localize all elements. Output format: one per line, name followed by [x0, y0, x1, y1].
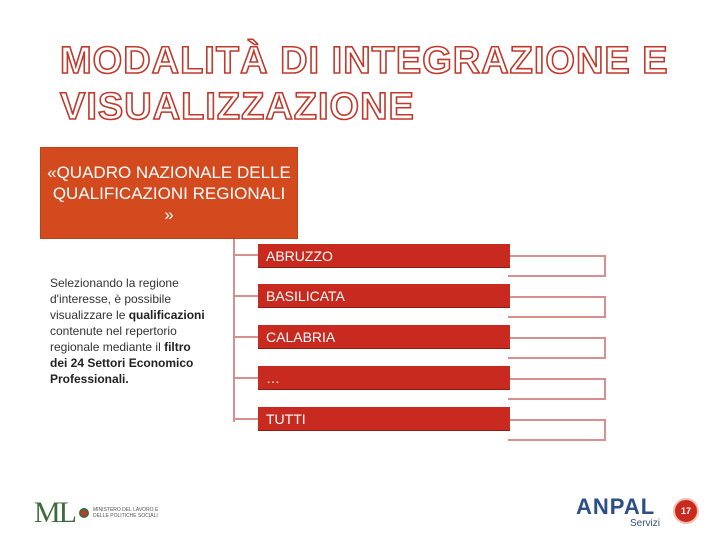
tree-branch	[233, 418, 260, 420]
republic-emblem-icon	[79, 508, 89, 518]
anpal-logo-caption: Servizi	[629, 518, 660, 529]
tree-branch	[233, 336, 260, 338]
region-item-more[interactable]: …	[258, 366, 510, 390]
item-bracket	[508, 419, 606, 441]
slide-title: MODALITÀ DI INTEGRAZIONE E VISUALIZZAZIONE	[60, 40, 669, 128]
ministry-logo-caption: MINISTERO DEL LAVORO E DELLE POLITICHE SOCIALI	[93, 507, 159, 519]
page-number-badge: 17	[673, 498, 699, 524]
item-bracket	[508, 296, 606, 318]
anpal-logo	[576, 494, 666, 534]
ministry-logo	[34, 496, 175, 530]
ministry-logo-mark: ML	[34, 496, 75, 529]
item-bracket	[508, 378, 606, 400]
tree-branch	[233, 377, 260, 379]
item-bracket	[508, 255, 606, 277]
region-item-calabria[interactable]: CALABRIA	[258, 325, 510, 349]
item-bracket	[508, 337, 606, 359]
description-text: Selezionando la regione d'interesse, è possibile visualizzare le qualificazioni contenute nel repertorio regionale mediante il filtro dei 24 Settori Economico Professionali.	[50, 276, 205, 386]
region-item-basilicata[interactable]: BASILICATA	[258, 284, 510, 308]
tree-branch	[233, 295, 260, 297]
region-item-all[interactable]: TUTTI	[258, 407, 510, 431]
root-node: «QUADRO NAZIONALE DELLE QUALIFICAZIONI REGIONALI »	[40, 147, 298, 239]
region-item-abruzzo[interactable]: ABRUZZO	[258, 244, 510, 268]
tree-branch	[233, 254, 260, 256]
anpal-logo-wordmark: ANPAL	[576, 494, 656, 519]
tree-connector	[233, 239, 235, 422]
